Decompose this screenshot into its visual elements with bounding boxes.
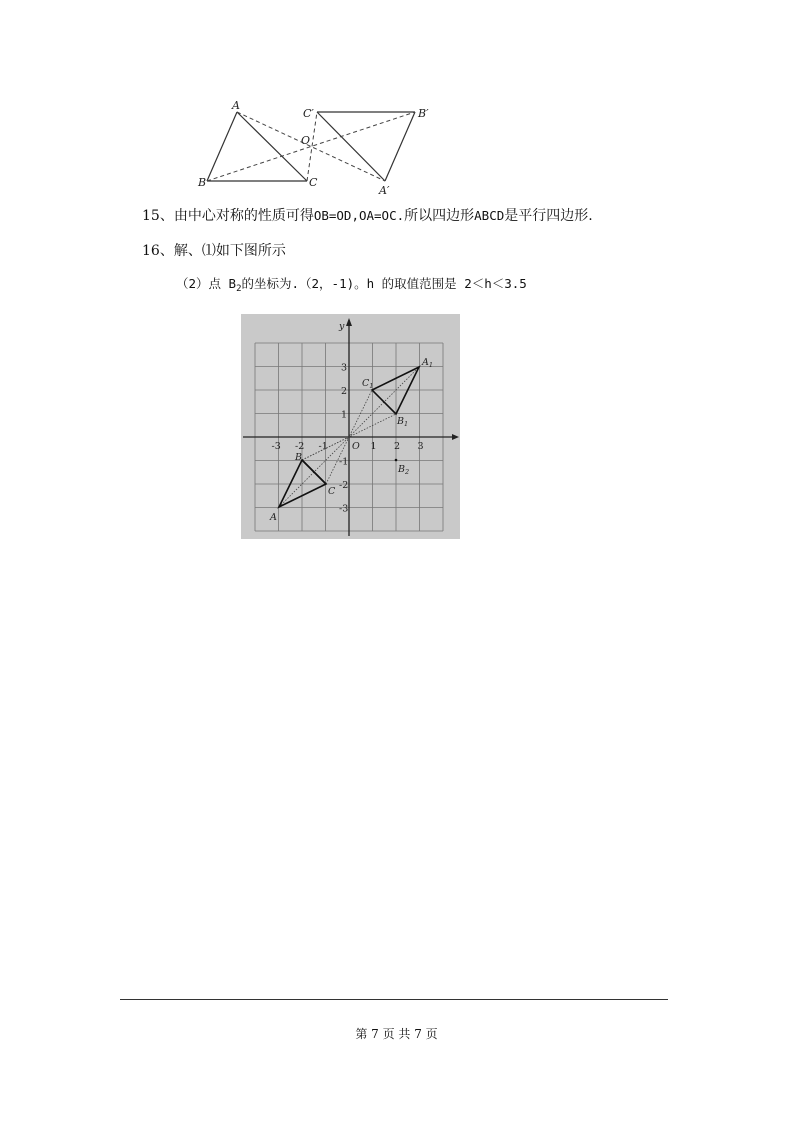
point-c-label: C: [328, 486, 336, 497]
point-a-label: A: [270, 512, 277, 523]
page-footer: 第 7 页 共 7 页: [355, 1027, 438, 1041]
x-tick-label: 2: [394, 441, 401, 452]
symmetry-dashed-lines: [207, 112, 415, 181]
y-tick-label: 1: [341, 409, 348, 421]
answer-15-text-c: 是平行四边形.: [504, 208, 593, 224]
x-tick-label: 1: [370, 441, 377, 452]
label-b-prime: B′: [418, 107, 429, 120]
x-tick-label: -1: [318, 441, 328, 452]
part-2-sub: 2: [236, 284, 242, 294]
y-tick-label: 3: [341, 362, 348, 374]
point-c1-label: $C_1$: [362, 378, 374, 390]
x-tick-label: -2: [295, 441, 305, 452]
answer-15-text-a: 由中心对称的性质可得: [173, 208, 314, 224]
x-tick-label: -3: [271, 441, 281, 452]
point-b-label: B: [295, 452, 302, 463]
label-b: B: [198, 176, 207, 189]
footer-rule: [120, 999, 668, 1000]
answer-15-number: 15、: [142, 208, 174, 224]
point-b2-label: $B_2$: [398, 464, 410, 476]
answer-16-part-2: [176, 274, 527, 294]
y-axis-label: y: [339, 321, 345, 332]
point-b2-dot: [395, 459, 398, 462]
answer-15-name: ABCD: [474, 208, 505, 223]
answer-15: [142, 205, 593, 225]
answer-15-text-b: 所以四边形: [404, 208, 475, 224]
label-c-prime: C′: [303, 107, 314, 120]
y-tick-label: 2: [341, 386, 348, 397]
point-a1-label: $A_1$: [422, 357, 434, 369]
origin-label: O: [352, 441, 360, 452]
x-tick-label: 3: [417, 441, 424, 452]
label-a: A: [232, 99, 240, 112]
symmetry-figure: [190, 98, 440, 198]
answer-16: [142, 240, 286, 260]
photo-background: [241, 314, 460, 539]
y-tick-label: -3: [339, 503, 349, 515]
point-b1-label: $B_1$: [397, 416, 409, 428]
label-c: C: [309, 176, 318, 189]
coordinate-grid-photo: [241, 314, 460, 539]
y-tick-label: -1: [339, 456, 349, 468]
triangle-abc-prime: [317, 112, 415, 181]
label-a-prime: A′: [379, 184, 390, 197]
answer-15-eq: OB=OD,OA=OC.: [313, 208, 405, 223]
part-2-text: 的坐标为.（2，-1)。h 的取值范围是 2＜h＜3.5: [241, 276, 527, 291]
answer-16-text: 16、解、⑴如下图所示: [142, 243, 286, 259]
label-o: O: [301, 134, 311, 147]
y-tick-label: -2: [339, 480, 349, 491]
part-2-prefix: （2）点 B: [176, 276, 237, 291]
triangle-abc: [207, 112, 307, 181]
